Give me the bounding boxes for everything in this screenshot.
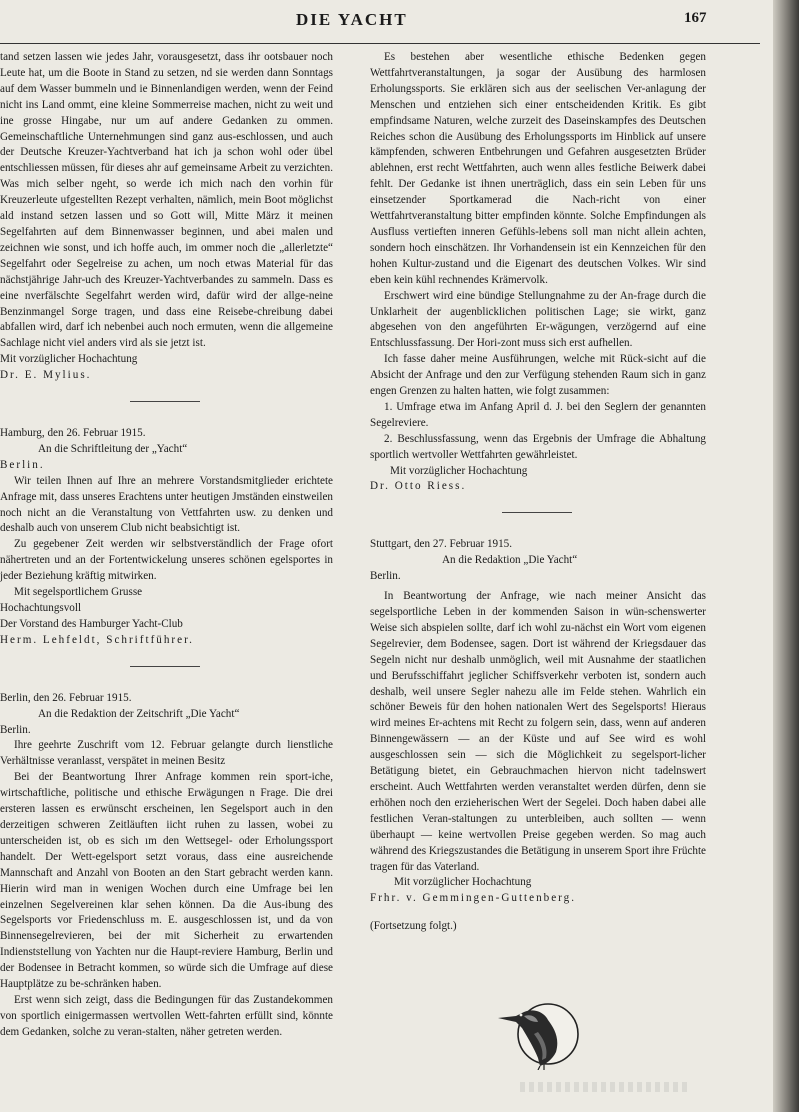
hamburg-dateline: Hamburg, den 26. Februar 1915. xyxy=(0,427,146,440)
page-edge-shadow xyxy=(773,0,799,1112)
stuttgart-city: Berlin. xyxy=(370,570,401,583)
riess-item-1: 1. Umfrage etwa im Anfang April d. J. bei den Seglern der genannten Segelreviere. xyxy=(370,400,706,429)
berlin-city: Berlin. xyxy=(0,723,31,736)
hamburg-addressee: An die Schriftleitung der „Yacht“ xyxy=(38,442,188,455)
berlin-paragraph-3: Erst wenn sich zeigt, dass die Bedingungen für das Zustandekommen von sportlich einigermassen wertvollen Wett-fahrten erfüllt sind, könnte dem Gedanken, solche zu veran-stalten, näher getreten werden. xyxy=(0,993,333,1038)
hamburg-paragraph-2: Zu gegebener Zeit werden wir selbstverständlich der Frage ofort nähertreten und an der Fortentwickelung unseres schönen egelsportes in jeder Beziehung kräftig mitwirken. xyxy=(0,538,333,583)
page-number: 167 xyxy=(684,10,707,26)
continued-note: (Fortsetzung folgt.) xyxy=(370,920,457,933)
mylius-signature: Dr. E. Mylius. xyxy=(0,369,92,382)
berlin-addressee: An die Redaktion der Zeitschrift „Die Yacht“ xyxy=(38,707,240,720)
stuttgart-dateline: Stuttgart, den 27. Februar 1915. xyxy=(370,538,513,551)
mylius-letter-body: tand setzen lassen wie jedes Jahr, vorausgesetzt, dass ihr ootsbauer noch Leute hat, um die Boote in Stand zu setzen, nd sie werden dann Sonntags auf dem Wasser bummeln und ie Binnenlandigen werden, wenn der Feind nicht ins Land ommt, eine kleine Sommerreise machen, nicht zu weit und ine grosse Hingabe, nur um auf andere Gedanken zu ommen. Gemeinschaftliche Unternehmungen sind ganz aus-eschlossen, und auch der Deutsche Kreuzer-Yachtverband hat ich ja schon wohl oder übel entschliessen müssen, für dieses ahr auf gemeinsame Arbeit zu verzichten. Was mich selber ngeht, so werde ich mich nach den vorhin für Kreuzerleute ufgestellten Rezept verhalten, nämlich, mein Boot möglichst ald instand setzen lassen und so Gott will, Mitte März it meinen Segelfahrten auf dem Binnenwasser beginnen, und abei malen und zeichnen wie sonst, und ich hoffe auch, im ommer noch die „allerletzte“ Segelfahrt oder Segelreise zu achen, um noch etwas Material für das nächstjährige Jahr-uch des Kreuzer-Yachtverbandes zu sammeln. Dass es eine nverfälschte Segelfahrt werden wird, dafür wird der allge-neine Benzinmangel Sorge tragen, und dass eine Reisebe-chreibung dabei abfallen wird, darf ich nebenbei auch noch ermuten, wenn die allgemeine Sachlage nicht viel anders vird als sie jetzt ist. xyxy=(0,51,333,350)
bleed-through-text xyxy=(520,1082,690,1092)
letter-separator xyxy=(130,666,200,667)
berlin-paragraph-1: Ihre geehrte Zuschrift vom 12. Februar gelangte durch lienstliche Verhältnisse veranlasst, verspätet in meinen Besitz xyxy=(0,739,333,768)
hamburg-signature: Herm. Lehfeldt, Schriftführer. xyxy=(0,633,194,646)
mylius-closing: Mit vorzüglicher Hochachtung xyxy=(0,353,138,366)
hamburg-closing: Hochachtungsvoll xyxy=(0,602,82,614)
stuttgart-signature: Frhr. v. Gemmingen-Guttenberg. xyxy=(370,892,577,905)
right-column xyxy=(370,50,706,935)
riess-paragraph-3: Ich fasse daher meine Ausführungen, welche mit Rück-sicht auf die Absicht der Anfrage und den zur Verfügung stehenden Raum sich in ganz engen Grenzen zu halten hatten, wie folgt zusammen: xyxy=(370,353,706,398)
left-column xyxy=(0,50,333,1041)
berlin-dateline: Berlin, den 26. Februar 1915. xyxy=(0,691,132,704)
running-title: DIE YACHT xyxy=(296,10,408,29)
riess-signature: Dr. Otto Riess. xyxy=(370,480,467,493)
header-rule xyxy=(0,43,760,44)
letter-separator xyxy=(130,401,200,402)
riess-closing: Mit vorzüglicher Hochachtung xyxy=(390,464,528,477)
page-header xyxy=(0,10,760,34)
stuttgart-paragraph-1: In Beantwortung der Anfrage, wie nach meiner Ansicht das segelsportliche Leben in der kommenden Saison in wün-schenswerter Weise sich abspielen sollte, darf ich wohl zu-nächst ein Wort vom eigenen Segelrevier, dem Bodensee, sagen. Dort ist während der Kriegsdauer das Segeln nicht nur deshalb unmöglich, weil mit Ausnahme der staatlichen und Berufsschiffahrt jeglicher Schiffsverkehr verboten ist, sondern auch deshalb, weil unsere Segler nahezu alle im Felde stehen. Wahrlich ein schöner Beweis für den hohen nationalen Wert des Segelsports! Hieraus wird meines Er-achtens mit Recht zu folgern sein, dass, wenn auf anderen Binnengewässern — an der Küste und auf See wird es wohl ausgeschlossen sein — sich die Möglichkeit zu segelsport-licher Betätigung bietet, ein Gebrauchmachen hiervon nicht tadelnswert erscheint. Auch Wettfahrten werden veranstaltet werden dürfen, denn sie erhöhen noch den erzieherischen Wert der Segelei. Doch haben dabei alle festlichen Veran-staltungen zu unterbleiben, auch sollten — wenn überhaupt — keine wertvollen Preise gegeben werden. So mag auch während des Kriegszustandes die Betätigung in unserem Sport ihre Früchte tragen für das Vaterland. xyxy=(370,590,706,873)
hamburg-greeting: Mit segelsportlichem Grusse xyxy=(14,586,143,599)
berlin-paragraph-2: Bei der Beantwortung Ihrer Anfrage kommen rein sport-iche, wirtschaftliche, politische und ethische Erwägungen n Frage. Die drei ersteren lassen es erwünscht erscheinen, len Segelsport auch in den derzeitigen schweren Zeitläuften iicht ruhen zu lassen, wobei zu unterscheiden ist, ob es sich ım den Wettsegel- oder Erholungssport handelt. Der Wett-egelsport setzt voraus, dass eine ausreichende Mannschaft and Anzahl von Booten an den Start gebracht werden kann. Hierin wird man in wenigen Wochen durch eine Umfrage bei len einzelnen Segelvereinen klar sehen können. Da die Aus-ibung des Segelsports vor Friedenschluss m. E. ausgeschlossen ist, und da von Binnensegelrevieren, bei der mit Sicherheit zu erwartenden Indienststellung von Yachten nur die Haupt-reviere Hamburg, Berlin und der Bodensee in Betracht kommen, so würde sich die Umfrage auf diese Hauptplätze zu be-schränken haben. xyxy=(0,771,333,991)
hamburg-sender: Der Vorstand des Hamburger Yacht-Club xyxy=(0,617,183,630)
riess-paragraph-2: Erschwert wird eine bündige Stellungnahme zu der An-frage durch die Unklarheit der augenblicklichen politischen Lage; sie wirkt, ganz abgesehen von den angeführten Er-wägungen, verzögernd auf eine Entschlussfassung. Der Hori-zont muss sich erst aufhellen. xyxy=(370,289,706,350)
hamburg-paragraph-1: Wir teilen Ihnen auf Ihre an mehrere Vorstandsmitglieder erichtete Anfrage mit, dass unseres Erachtens unter heutigen Jmständen einstweilen noch nicht an die Veranstaltung von Vettfahrten usw. zu denken und deshalb auch von unserem Club nicht beabsichtigt ist. xyxy=(0,474,333,535)
riess-paragraph-1: Es bestehen aber wesentliche ethische Bedenken gegen Wettfahrtveranstaltungen, ja sogar der Ausübung des harmlosen Erholungssports. Sie erklären sich aus der seelischen Ver-anlagung der Menschen und entziehen sich einer entscheidenden Kritik. Es gibt empfindsame Naturen, welche zurzeit des Daseinskampfes des Deutschen Reiches schon die Ausübung des Erholungssports im Hinblick auf unsere kämpfenden, schweren Entbehrungen und Gefahren ausgesetzten Brüder ablehnen, erst recht Wettfahrten, auch wenn alles festliche Beiwerk dabei fehlt. Der Gedanke ist ihnen unerträglich, dass ein sein Leben für uns einsetzender Sportkamerad die Nach-richt von einer Wettfahrtveranstaltung bitter empfinden könnte. Solche Empfindungen als Ausfluss vertieften inneren Gefühls-lebens soll man nicht allein achten, sondern hoch einschätzen. Ihr Vorhandensein ist ein Kennzeichen für den hohen Kultur-zustand und die Eigenart des deutschen Volkes. Wir sind eben kein kühl rechnendes Krämervolk. xyxy=(370,51,706,286)
letter-separator xyxy=(502,512,572,513)
bird-vignette xyxy=(494,998,584,1070)
hamburg-city: Berlin. xyxy=(0,458,45,471)
riess-item-2: 2. Beschlussfassung, wenn das Ergebnis der Umfrage die Abhaltung sportlich wertvoller Wettfahrten gewährleistet. xyxy=(370,432,706,461)
stuttgart-addressee: An die Redaktion „Die Yacht“ xyxy=(442,554,578,567)
stuttgart-closing: Mit vorzüglicher Hochachtung xyxy=(394,876,532,889)
